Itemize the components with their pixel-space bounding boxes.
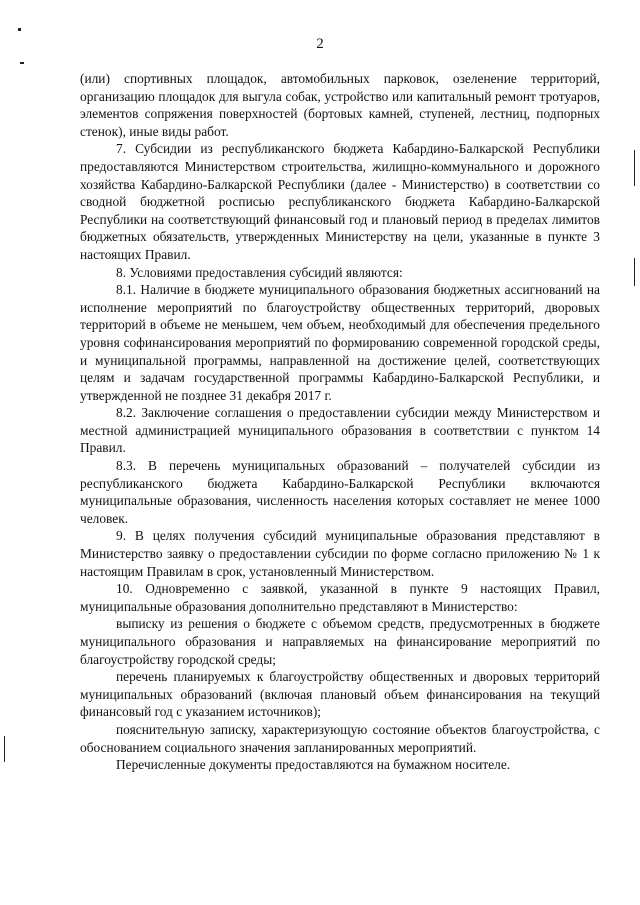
paragraph: 8.2. Заключение соглашения о предоставлении субсидии между Министерством и местной администрацией муниципального образования в соответствии с пунктом 14 Правил. — [80, 405, 600, 456]
paragraph: 8.1. Наличие в бюджете муниципального образования бюджетных ассигнований на исполнение мероприятий по благоустройству общественных территорий, дворовых территорий в объеме не меньшем, чем объем, необходимый для обеспечения предельного уровня софинансирования мероприятий по формированию современной городской среды, и муниципальной программы, направленной на достижение целей, соответствующих целям и задачам государственной программы Кабардино-Балкарской Республики, и утвержденной не позднее 31 декабря 2017 г. — [80, 282, 600, 403]
scan-mark — [4, 736, 5, 762]
paragraph: (или) спортивных площадок, автомобильных парковок, озеленение территорий, организацию площадок для выгула собак, устройство или капитальный ремонт тротуаров, элементов сопряжения поверхностей (бортовых камней, ступеней, лестниц, подпорных стенок), иные виды работ. — [80, 71, 600, 139]
scan-mark — [18, 28, 21, 31]
scan-mark — [634, 150, 635, 186]
paragraph: Перечисленные документы предоставляются на бумажном носителе. — [116, 757, 511, 773]
paragraph: 9. В целях получения субсидий муниципальные образования представляют в Министерство заявку о предоставлении субсидии по форме согласно приложению № 1 к настоящим Правилам в срок, установленный Министерством. — [80, 528, 600, 579]
paragraph: пояснительную записку, характеризующую состояние объектов благоустройства, с обоснованием социального значения запланированных мероприятий. — [80, 721, 600, 755]
page-number: 2 — [316, 36, 324, 52]
document-body — [80, 70, 600, 774]
paragraph: 10. Одновременно с заявкой, указанной в пункте 9 настоящих Правил, муниципальные образования дополнительно представляют в Министерство: — [80, 581, 600, 614]
paragraph: выписку из решения о бюджете с объемом средств, предусмотренных в бюджете муниципального образования и направляемых на финансирование мероприятий по благоустройству городской среды; — [80, 616, 600, 667]
paragraph: 8. Условиями предоставления субсидий являются: — [116, 264, 403, 280]
paragraph: 7. Субсидии из республиканского бюджета Кабардино-Балкарской Республики предоставляются Министерством строительства, жилищно-коммунального и дорожного хозяйства Кабардино-Балкарской Республики (далее - Министерство) в соответствии со сводной бюджетной росписью республиканского бюджета Кабардино-Балкарской Республики на соответствующий финансовый год и плановый период в пределах лимитов бюджетных обязательств, утвержденных Министерству на цели, указанные в пункте 3 настоящих Правил. — [80, 141, 600, 262]
scan-mark — [634, 258, 635, 286]
scan-mark — [20, 62, 24, 64]
paragraph: 8.3. В перечень муниципальных образований – получателей субсидии из республиканского бюджета Кабардино-Балкарской Республики включаются муниципальные образования, численность населения которых составляет не менее 1000 человек. — [80, 458, 600, 526]
paragraph: перечень планируемых к благоустройству общественных и дворовых территорий муниципальных образований (включая плановый объем финансирования на текущий финансовый год с указанием источников); — [80, 669, 600, 720]
